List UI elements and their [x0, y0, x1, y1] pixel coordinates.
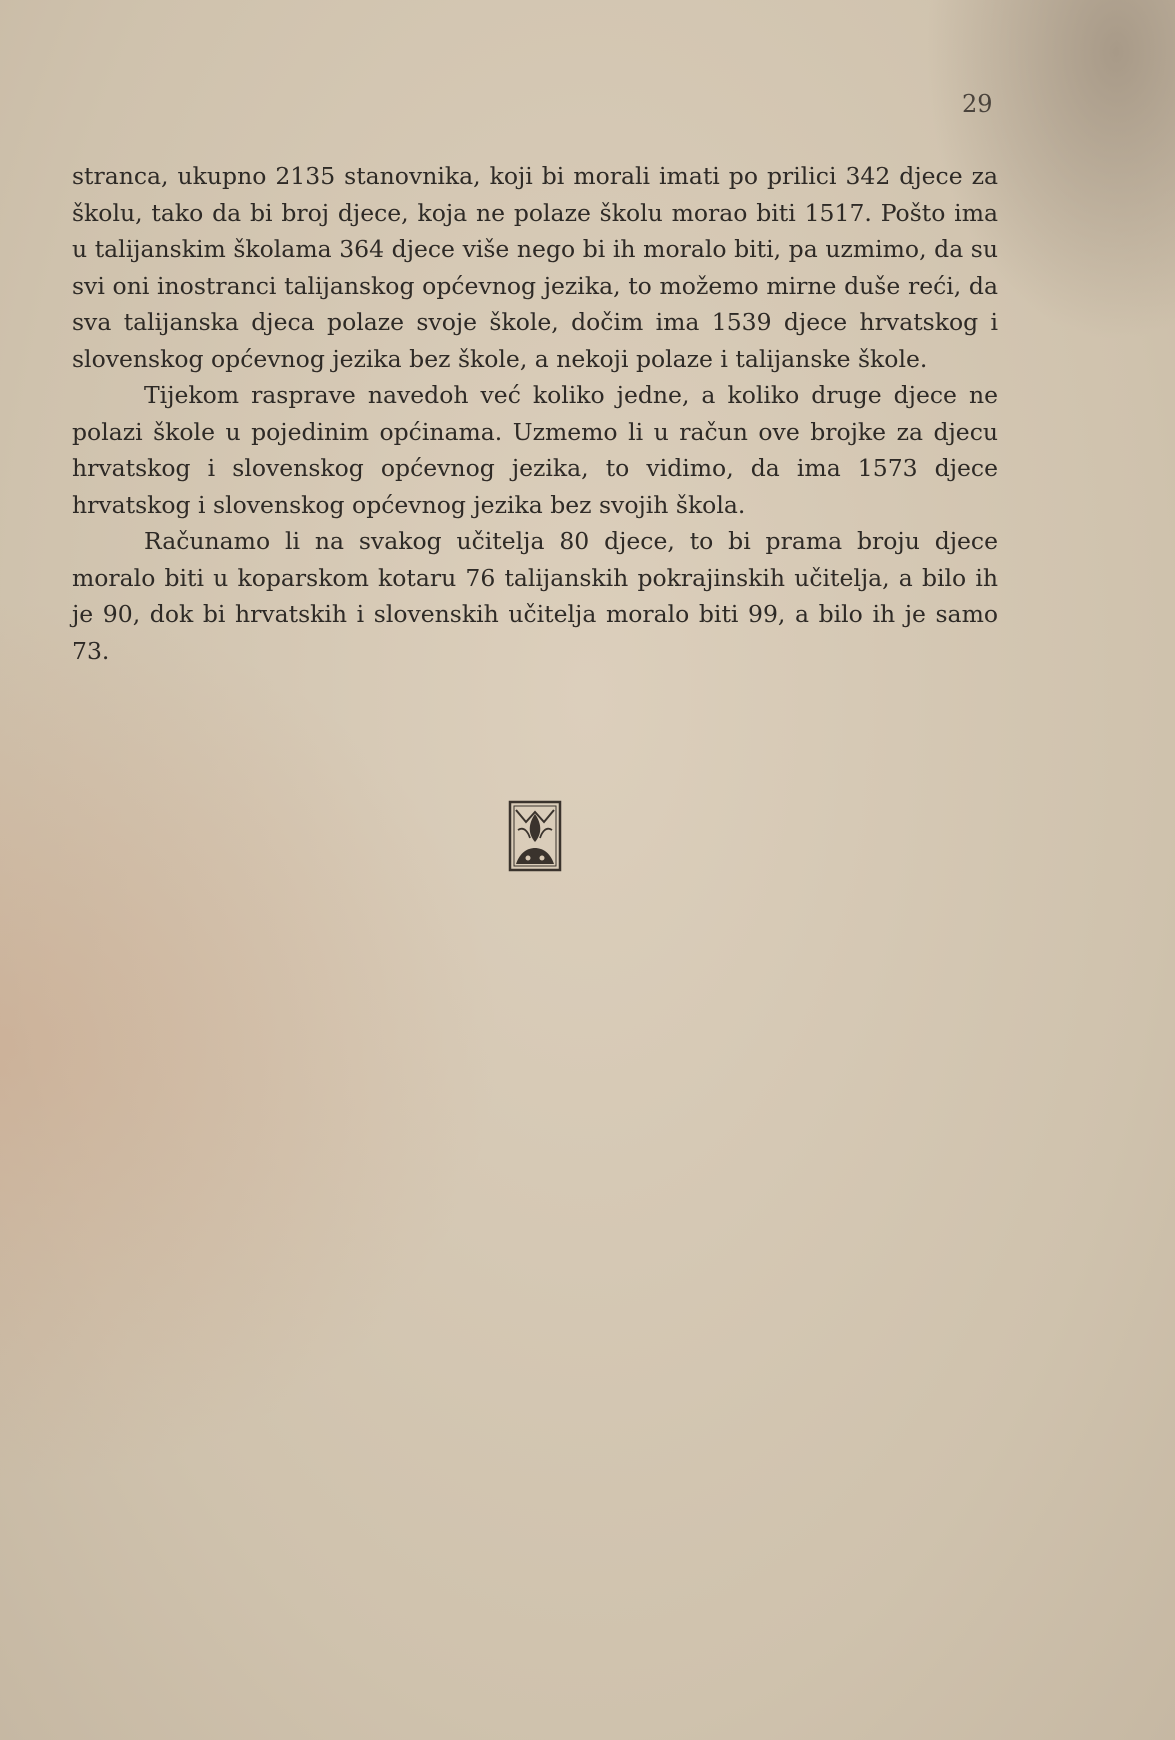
page-number: 29	[962, 90, 993, 118]
body-text	[72, 158, 998, 669]
decorative-vignette-icon	[508, 800, 562, 872]
paragraph-2: Tijekom rasprave navedoh već koliko jedne, a koliko druge djece ne polazi škole u pojedinim općinama. Uzmemo li u račun ove brojke za djecu hrvatskog i slovenskog općevnog jezika, to vidimo, da ima 1573 djece hrvatskog i slovenskog općevnog jezika bez svojih škola.	[72, 381, 998, 519]
paragraph-1: stranca, ukupno 2135 stanovnika, koji bi morali imati po prilici 342 djece za školu, tako da bi broj djece, koja ne polaze školu morao biti 1517. Pošto ima u talijanskim školama 364 djece više nego bi ih moralo biti, pa uzmimo, da su svi oni inostranci talijanskog općevnog jezika, to možemo mirne duše reći, da sva talijanska djeca polaze svoje škole, dočim ima 1539 djece hrvatskog i slovenskog općevnog jezika bez škole, a nekoji polaze i talijanske škole.	[72, 162, 998, 373]
paragraph-3: Računamo li na svakog učitelja 80 djece, to bi prama broju djece moralo biti u koparskom kotaru 76 talijanskih pokrajinskih učitelja, a bilo ih je 90, dok bi hrvatskih i slovenskih učitelja moralo biti 99, a bilo ih je samo 73.	[72, 527, 998, 665]
